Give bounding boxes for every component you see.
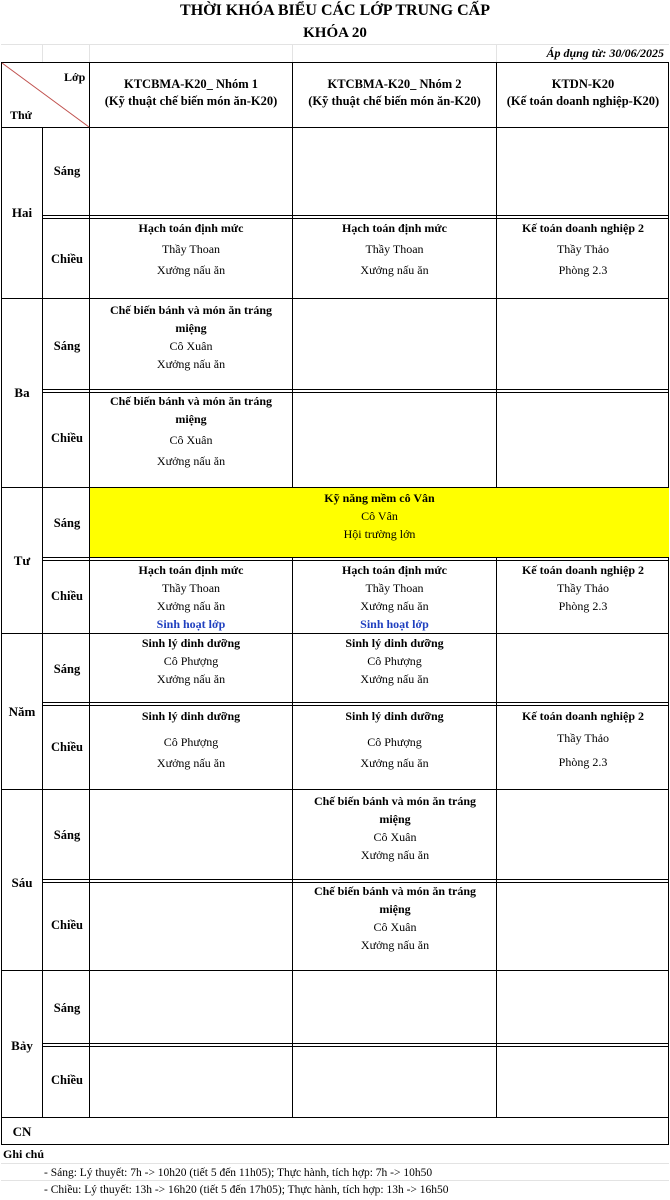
day-label-ba: Ba — [14, 385, 30, 400]
schedule-cell: Sinh lý dinh dưỡng Cô Phượng Xưởng nấu ăn — [345, 636, 444, 686]
schedule-cell: Chế biến bánh và món ăn tráng miệng Cô Xuân Xưởng nấu ăn — [313, 794, 477, 862]
schedule-cell: Hạch toán định mức Thầy Thoan Xưởng nấu ăn — [138, 221, 244, 277]
schedule-cell: Kế toán doanh nghiệp 2 Thầy Thảo Phòng 2.3 — [521, 709, 645, 769]
schedule-cell: Kế toán doanh nghiệp 2 Thầy Thảo Phòng 2.3 — [521, 221, 645, 277]
schedule-cell: Hạch toán định mức Thầy Thoan Xưởng nấu ăn Sinh hoạt lớp — [293, 561, 496, 633]
session-afternoon: Chiều — [51, 740, 83, 754]
session-morning: Sáng — [53, 164, 81, 178]
session-morning: Sáng — [53, 662, 81, 676]
session-afternoon: Chiều — [51, 1073, 83, 1087]
class-activity-label: Sinh hoạt lớp — [360, 617, 429, 631]
session-afternoon: Chiều — [51, 589, 83, 603]
schedule-cell: Hạch toán định mức Thầy Thoan Xưởng nấu ăn — [342, 221, 447, 277]
class-header-3: KTDN-K20 (Kế toán doanh nghiệp-K20) — [506, 77, 660, 108]
schedule-cell: Hạch toán định mức Thầy Thoan Xưởng nấu ăn Sinh hoạt lớp — [90, 561, 292, 633]
session-morning: Sáng — [53, 1001, 81, 1015]
notes-line: - Sáng: Lý thuyết: 7h -> 10h20 (tiết 5 đến 11h05); Thực hành, tích hợp: 7h -> 10h50 — [44, 1167, 433, 1179]
notes-label: Ghi chú — [3, 1147, 45, 1161]
corner-class-label: Lớp — [64, 70, 86, 84]
schedule-cell-merged: Kỹ năng mềm cô Vân Cô Vân Hội trường lớn — [324, 491, 435, 541]
day-label-hai: Hai — [11, 205, 33, 220]
class-activity-label: Sinh hoạt lớp — [156, 617, 226, 631]
day-label-tu: Tư — [13, 553, 31, 568]
schedule-cell: Kế toán doanh nghiệp 2 Thầy Thảo Phòng 2.3 — [521, 563, 645, 613]
class-header-1: KTCBMA-K20_ Nhóm 1 (Kỹ thuật chế biến món ăn-K20) — [104, 77, 278, 108]
notes-line: - Chiều: Lý thuyết: 13h -> 16h20 (tiết 5 đến 17h05); Thực hành, tích hợp: 13h -> 16h50 — [44, 1184, 449, 1196]
day-label-sau: Sáu — [11, 875, 33, 890]
session-afternoon: Chiều — [51, 431, 83, 445]
session-afternoon: Chiều — [51, 252, 83, 266]
page-title: THỜI KHÓA BIỂU CÁC LỚP TRUNG CẤP — [180, 2, 490, 19]
page-subtitle: KHÓA 20 — [303, 25, 367, 41]
day-label-nam: Năm — [8, 704, 36, 719]
session-afternoon: Chiều — [51, 918, 83, 932]
schedule-cell: Sinh lý dinh dưỡng Cô Phượng Xưởng nấu ăn — [345, 709, 444, 770]
session-morning: Sáng — [53, 339, 81, 353]
schedule-cell: Chế biến bánh và món ăn tráng miệng Cô Xuân Xưởng nấu ăn — [109, 303, 273, 371]
applied-date: Áp dụng từ: 30/06/2025 — [546, 46, 664, 60]
schedule-cell: Chế biến bánh và món ăn tráng miệng Cô Xuân Xưởng nấu ăn — [313, 884, 477, 952]
day-label-cn: CN — [12, 1124, 32, 1139]
session-morning: Sáng — [53, 516, 81, 530]
corner-day-label: Thứ — [10, 108, 32, 122]
schedule-cell: Sinh lý dinh dưỡng Cô Phượng Xưởng nấu ăn — [141, 709, 241, 770]
day-label-bay: Bảy — [11, 1038, 33, 1053]
schedule-cell: Chế biến bánh và món ăn tráng miệng Cô Xuân Xưởng nấu ăn — [109, 394, 273, 468]
schedule-cell: Sinh lý dinh dưỡng Cô Phượng Xưởng nấu ăn — [141, 636, 241, 686]
class-header-2: KTCBMA-K20_ Nhóm 2 (Kỹ thuật chế biến món ăn-K20) — [308, 77, 481, 108]
session-morning: Sáng — [53, 828, 81, 842]
